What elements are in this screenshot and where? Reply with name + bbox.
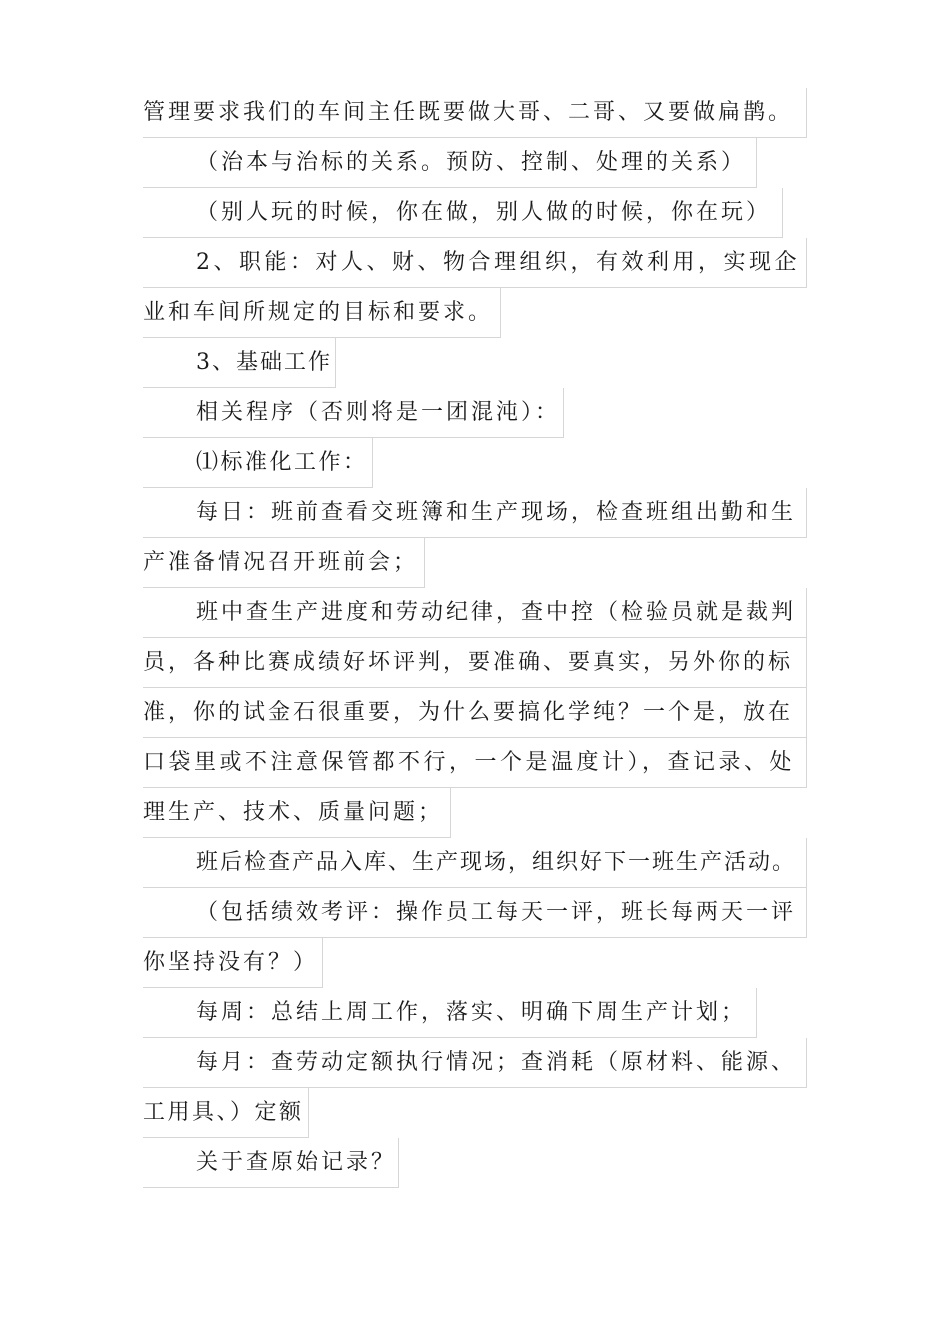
text-line-content: ⑴标准化工作： [196,450,368,475]
text-line [143,938,323,988]
text-line [143,488,807,538]
text-line [143,188,783,238]
text-line [143,738,807,788]
text-line-content: 产准备情况召开班前会； [143,550,419,575]
text-line [143,588,807,638]
text-line [143,1088,309,1138]
text-line-content: 3、基础工作 [196,350,332,375]
text-line [143,788,451,838]
text-line-content: （治本与治标的关系。预防、控制、处理的关系） [196,150,747,175]
text-line-content: 口袋里或不注意保管都不行，一个是温度计），查记录、处 [143,750,796,775]
text-line-content: 相关程序（否则将是一团混沌）： [196,400,561,425]
text-line-content: （包括绩效考评：操作员工每天一评，班长每两天一评 [196,900,797,925]
text-line-content: 关于查原始记录？ [196,1150,397,1175]
text-line [143,388,564,438]
text-line-content: （别人玩的时候，你在做，别人做的时候，你在玩） [196,200,772,225]
text-line-content: 班中查生产进度和劳动纪律，查中控（检验员就是裁判 [196,600,797,625]
text-line-content: 准，你的试金石很重要，为什么要搞化学纯？一个是，放在 [143,700,794,725]
text-line [143,138,757,188]
text-line-content: 班后检查产品入库、生产现场，组织好下一班生产活动。 [196,850,797,875]
text-line [143,638,807,688]
text-line-content: 理生产、技术、质量问题； [143,800,444,825]
text-line-content: 每月：查劳动定额执行情况；查消耗（原材料、能源、 [196,1050,797,1075]
text-line [143,288,501,338]
text-line [143,1138,399,1188]
text-line [143,1038,807,1088]
text-line-content: 业和车间所规定的目标和要求。 [143,300,494,325]
text-line-content: 你坚持没有？） [143,950,319,975]
text-line [143,838,807,888]
text-line-content: 2、职能：对人、财、物合理组织，有效利用，实现企 [196,250,800,275]
text-line-content: 工用具、）定额 [143,1100,304,1125]
text-line-content: 每周：总结上周工作，落实、明确下周生产计划； [196,1000,747,1025]
text-line [143,888,807,938]
text-line-content: 管理要求我们的车间主任既要做大哥、二哥、又要做扁鹊。 [143,100,794,125]
text-line [143,438,373,488]
text-line [143,238,807,288]
text-line [143,988,757,1038]
text-line-content: 每日：班前查看交班簿和生产现场，检查班组出勤和生 [196,500,797,525]
text-line [143,538,425,588]
text-line [143,688,807,738]
text-line-content: 员，各种比赛成绩好坏评判，要准确、要真实，另外你的标 [143,650,794,675]
text-line [143,88,807,138]
document-body [143,88,807,1188]
text-line [143,338,336,388]
